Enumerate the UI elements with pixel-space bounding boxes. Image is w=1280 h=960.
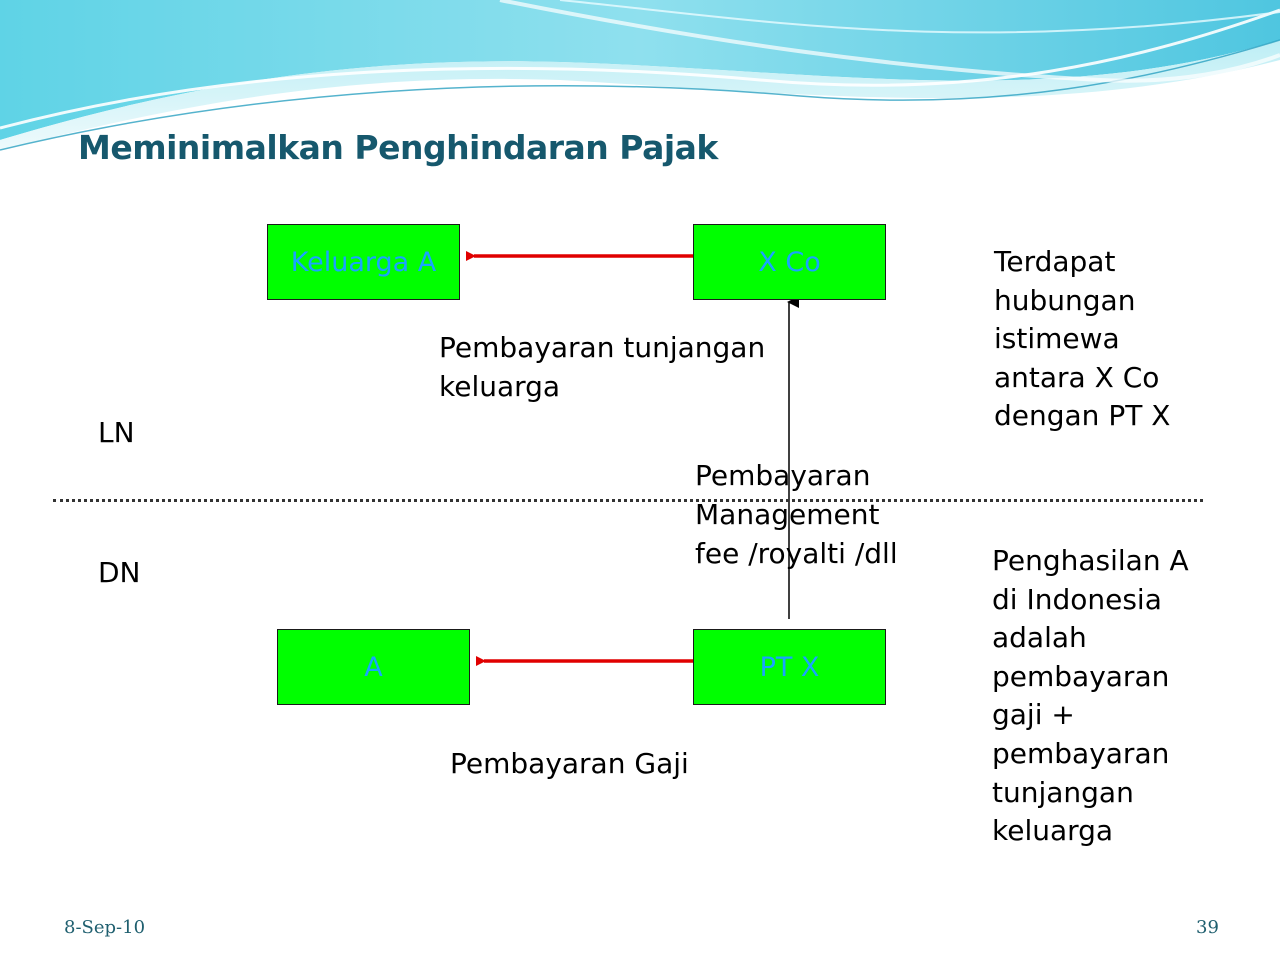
region-dn: DN (98, 556, 141, 589)
note-relationship-line: istimewa (994, 322, 1120, 356)
note-income-line: pembayaran (992, 659, 1170, 693)
label-tunjangan-line: Pembayaran tunjangan (439, 331, 766, 364)
note-income-line: keluarga (992, 814, 1114, 848)
footer-date: 8-Sep-10 (64, 917, 146, 938)
label-tunjangan (439, 328, 765, 406)
note-income-line: Penghasilan A (992, 544, 1189, 577)
label-management-line: Management (695, 498, 880, 531)
note-income-line: adalah (992, 621, 1087, 655)
label-gaji: Pembayaran Gaji (450, 747, 689, 780)
label-management-line: Pembayaran (695, 459, 871, 492)
note-income-line: tunjangan (992, 775, 1134, 809)
label-tunjangan-line: keluarga (439, 370, 561, 403)
note-income-line: pembayaran (992, 736, 1170, 770)
note-relationship-line: dengan PT X (994, 399, 1171, 433)
region-divider (53, 499, 1203, 502)
note-relationship-line: antara X Co (994, 360, 1160, 394)
note-income-line: gaji + (992, 698, 1075, 732)
note-relationship (994, 243, 1170, 436)
slide-title: Meminimalkan Penghindaran Pajak (78, 128, 718, 167)
label-management-fee (695, 456, 898, 573)
box-x-co: X Co (693, 224, 886, 300)
note-relationship-line: Terdapat (994, 245, 1116, 278)
box-keluarga-a: Keluarga A (267, 224, 460, 300)
note-relationship-line: hubungan (994, 283, 1136, 317)
label-management-line: fee /royalti /dll (695, 537, 898, 570)
footer-page-number: 39 (1196, 917, 1219, 938)
note-income (992, 542, 1189, 851)
box-pt-x: PT X (693, 629, 886, 705)
region-ln: LN (98, 416, 135, 449)
note-income-line: di Indonesia (992, 582, 1162, 616)
box-a: A (277, 629, 470, 705)
